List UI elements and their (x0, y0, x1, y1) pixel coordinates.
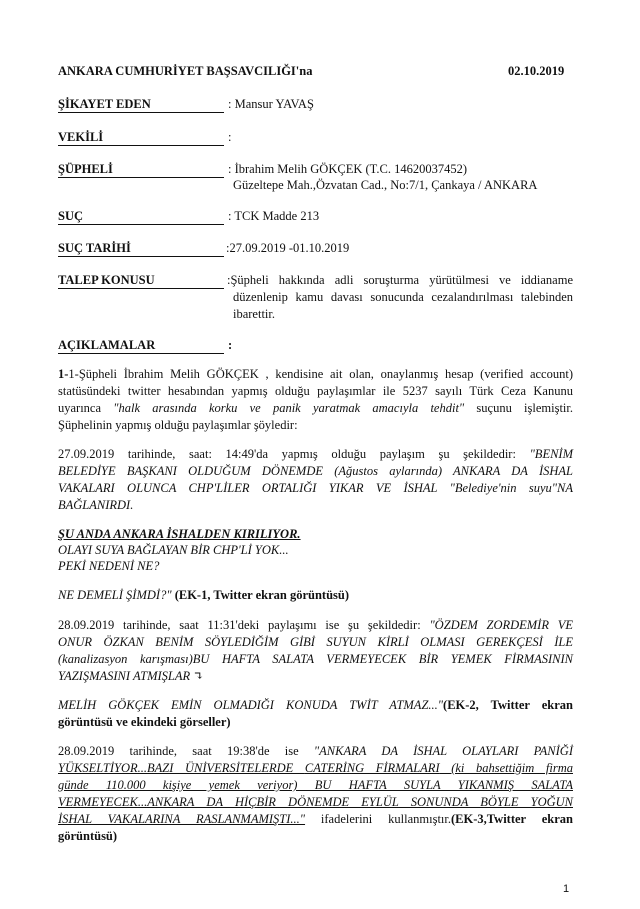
p1-l3-a: uyarınca (58, 401, 114, 415)
p3-l1-quote: "ÖZDEM ZORDEMİR VE (429, 618, 574, 632)
paragraph-1-line-1-text: 1-Şüpheli İbrahim Melih GÖKÇEK , kendisine ait olan, onaylanmış hesap (verified account) (68, 367, 573, 381)
attorney-label: VEKİLİ (58, 130, 224, 146)
annex-1-reference: (EK-1, Twitter ekran görüntüsü) (174, 588, 349, 602)
paragraph-2-line-2: BELEDİYE BAŞKANI OLDUĞUM DÖNEMDE (Ağustos aylarında) ANKARA DA İSHAL (58, 464, 573, 478)
attorney-value: : (228, 130, 232, 144)
document-date: 02.10.2019 (508, 64, 565, 78)
request-line-2: düzenlenip kamu davası sonucunda cezalandırılması talebinden (233, 290, 573, 304)
paragraph-5-line-2 (58, 760, 573, 777)
paragraph-3-line-1 (58, 617, 573, 634)
p5-l1-a: 28.09.2019 tarihinde, saat 19:38'de ise (58, 744, 314, 758)
page-number: 1 (563, 883, 570, 895)
p1-l3-c: suçunu işlemiştir. (464, 401, 574, 415)
p5-l5-quote: İSHAL VAKALARINA RASLANMAMIŞTI..." (58, 812, 306, 826)
crime-date-value: :27.09.2019 -01.10.2019 (226, 241, 350, 255)
paragraph-2-line-3: VAKALARI OLUNCA CHP'LİLER ORTALIĞI YIKAR VE İSHAL "Belediye'nin suyu"NA (58, 481, 573, 495)
p5-l2-catering: CATERİNG FİRMALARI (304, 761, 440, 775)
paragraph-2-line-1 (58, 446, 573, 463)
paragraph-1-line-1 (58, 366, 573, 383)
addressee-heading: ANKARA CUMHURİYET BAŞSAVCILIĞI'na (58, 64, 313, 78)
p2-l1-a: 27.09.2019 tarihinde, saat: 14:49'da yapmış olduğu paylaşım şu şekildedir: (58, 447, 530, 461)
p5-l2-a: YÜKSELTİYOR...BAZI ÜNİVERSİTELERDE (58, 761, 305, 775)
crime-date-label: SUÇ TARİHİ (58, 241, 224, 257)
paragraph-5-line-4: VERMEYECEK...ANKARA DA HİÇBİR DÖNEMDE EYLÜL SONUNDA BÖYLE YOĞUN (58, 795, 573, 809)
paragraph-3-line-4: YAZIŞMASINI ATMIŞLAR ↴ (58, 669, 204, 683)
paragraph-3-line-2: ONUR ÖZKAN BENİM SÖYLEDİĞİM GİBİ SUYUN KİRLİ OLMASI GEREKÇESİ İLE (58, 635, 573, 649)
p2-l1-quote: "BENİM (529, 447, 573, 461)
quote-line-3: PEKİ NEDENİ NE? (58, 559, 160, 573)
suspect-label: ŞÜPHELİ (58, 162, 224, 178)
paragraph-1-line-2: statüsündeki twitter hesabından yapmış olduğu paylaşımlar ile 5237 sayılı Türk Ceza Kanunu (58, 384, 573, 398)
p5-l1-quote: "ANKARA DA İSHAL OLAYLARI PANİĞİ (313, 744, 573, 758)
paragraph-4-line-1 (58, 697, 573, 714)
paragraph-5-line-6: görüntüsü) (58, 829, 118, 843)
p3-l1-a: 28.09.2019 tarihinde, saat 11:31'deki paylaşımı ise şu şekildedir: (58, 618, 430, 632)
paragraph-5-line-3: günde 110.000 kişiye yemek veriyor) BU HAFTA SUYLA YIKANMIŞ SALATA (58, 778, 573, 792)
complainant-label: ŞİKAYET EDEN (58, 97, 224, 113)
request-line-3: ibarettir. (233, 307, 275, 321)
p5-l2-c: (ki bahsettiğim firma (439, 761, 573, 775)
paragraph-4-line-2: görüntüsü ve ekindeki görseller) (58, 715, 231, 729)
paragraph-number: 1- (58, 367, 69, 381)
request-label: TALEP KONUSU (58, 273, 224, 289)
p5-l5-b: ifadelerini kullanmıştır. (305, 812, 451, 826)
paragraph-1-line-4: Şüphelinin yapmış olduğu paylaşımlar şöyledir: (58, 418, 298, 432)
p1-l3-quote: "halk arasında korku ve panik yaratmak amacıyla tehdit" (113, 401, 465, 415)
quote-line-1: ŞU ANDA ANKARA İSHALDEN KIRILIYOR. (58, 527, 301, 541)
paragraph-2-line-4: BAĞLANIRDI. (58, 498, 134, 512)
paragraph-5-line-1 (58, 743, 573, 760)
suspect-value-line-1: : İbrahim Melih GÖKÇEK (T.C. 14620037452) (228, 162, 467, 176)
explanations-label: AÇIKLAMALAR (58, 338, 224, 354)
crime-value: : TCK Madde 213 (228, 209, 320, 223)
paragraph-3-line-3: (kanalizasyon karışması)BU HAFTA SALATA VERMEYECEK BİR YEMEK FİRMASININ (58, 652, 573, 666)
annex-2-reference: (EK-2, Twitter ekran (443, 698, 573, 712)
quote-line-2: OLAYI SUYA BAĞLAYAN BİR CHP'Lİ YOK... (58, 543, 289, 557)
annex-3-reference: (EK-3,Twitter ekran (451, 812, 573, 826)
p4-quote: MELİH GÖKÇEK EMİN OLMADIĞI KONUDA TWİT ATMAZ..." (58, 698, 444, 712)
q4-quote: NE DEMELİ ŞİMDİ?" (58, 588, 175, 602)
crime-label: SUÇ (58, 209, 224, 225)
paragraph-5-line-5 (58, 811, 573, 828)
complainant-value: : Mansur YAVAŞ (228, 97, 314, 111)
quote-line-4 (58, 587, 349, 604)
request-line-1: :Şüpheli hakkında adli soruşturma yürütülmesi ve iddianame (227, 273, 573, 287)
suspect-value-line-2: Güzeltepe Mah.,Özvatan Cad., No:7/1, Çankaya / ANKARA (233, 178, 538, 192)
explanations-value: : (228, 338, 233, 352)
paragraph-1-line-3 (58, 400, 573, 417)
